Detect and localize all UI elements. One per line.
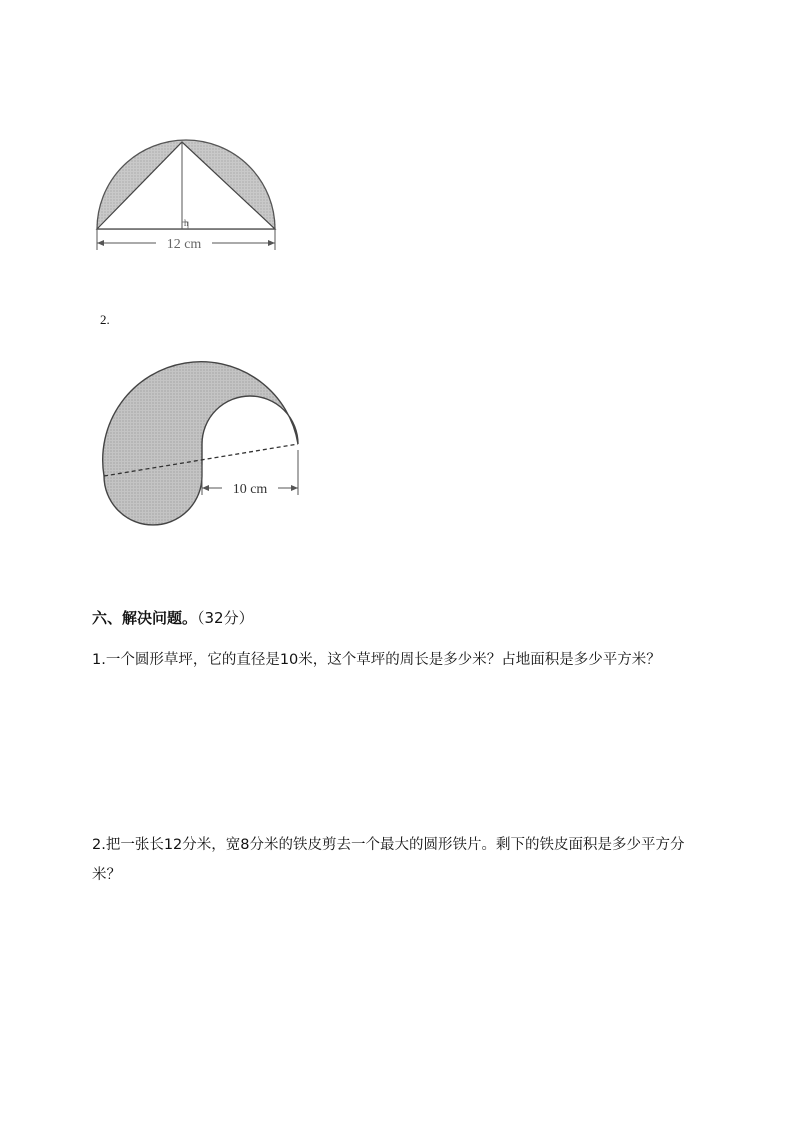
dimension-label: 10 cm: [232, 482, 268, 497]
semicircle-triangle-figure: [92, 112, 298, 268]
section-score: （32分）: [197, 609, 254, 627]
question-2: 2.把一张长12分米，宽8分米的铁皮剪去一个最大的圆形铁片。剩下的铁皮面积是多少平方分米？: [92, 837, 685, 883]
section-heading: [92, 607, 254, 628]
semicircle-triangle-diagram: [92, 112, 298, 268]
figure-2-number: 2.: [100, 312, 110, 327]
height-label: h: [184, 218, 189, 228]
dimension-arrow-right: [268, 240, 275, 246]
dimension-arrow-right: [291, 485, 298, 491]
semicircle-composite-figure: [92, 345, 310, 535]
question-1: 1.一个圆形草坪，它的直径是10米，这个草坪的周长是多少米？占地面积是多少平方米？: [92, 652, 661, 668]
dimension-arrow-left: [202, 485, 209, 491]
semicircle-composite-diagram: [92, 345, 310, 535]
dimension-label: 12 cm: [166, 237, 202, 252]
dimension-arrow-left: [97, 240, 104, 246]
shaded-region: [103, 362, 298, 525]
section-title-text: 六、解决问题。: [92, 609, 198, 627]
